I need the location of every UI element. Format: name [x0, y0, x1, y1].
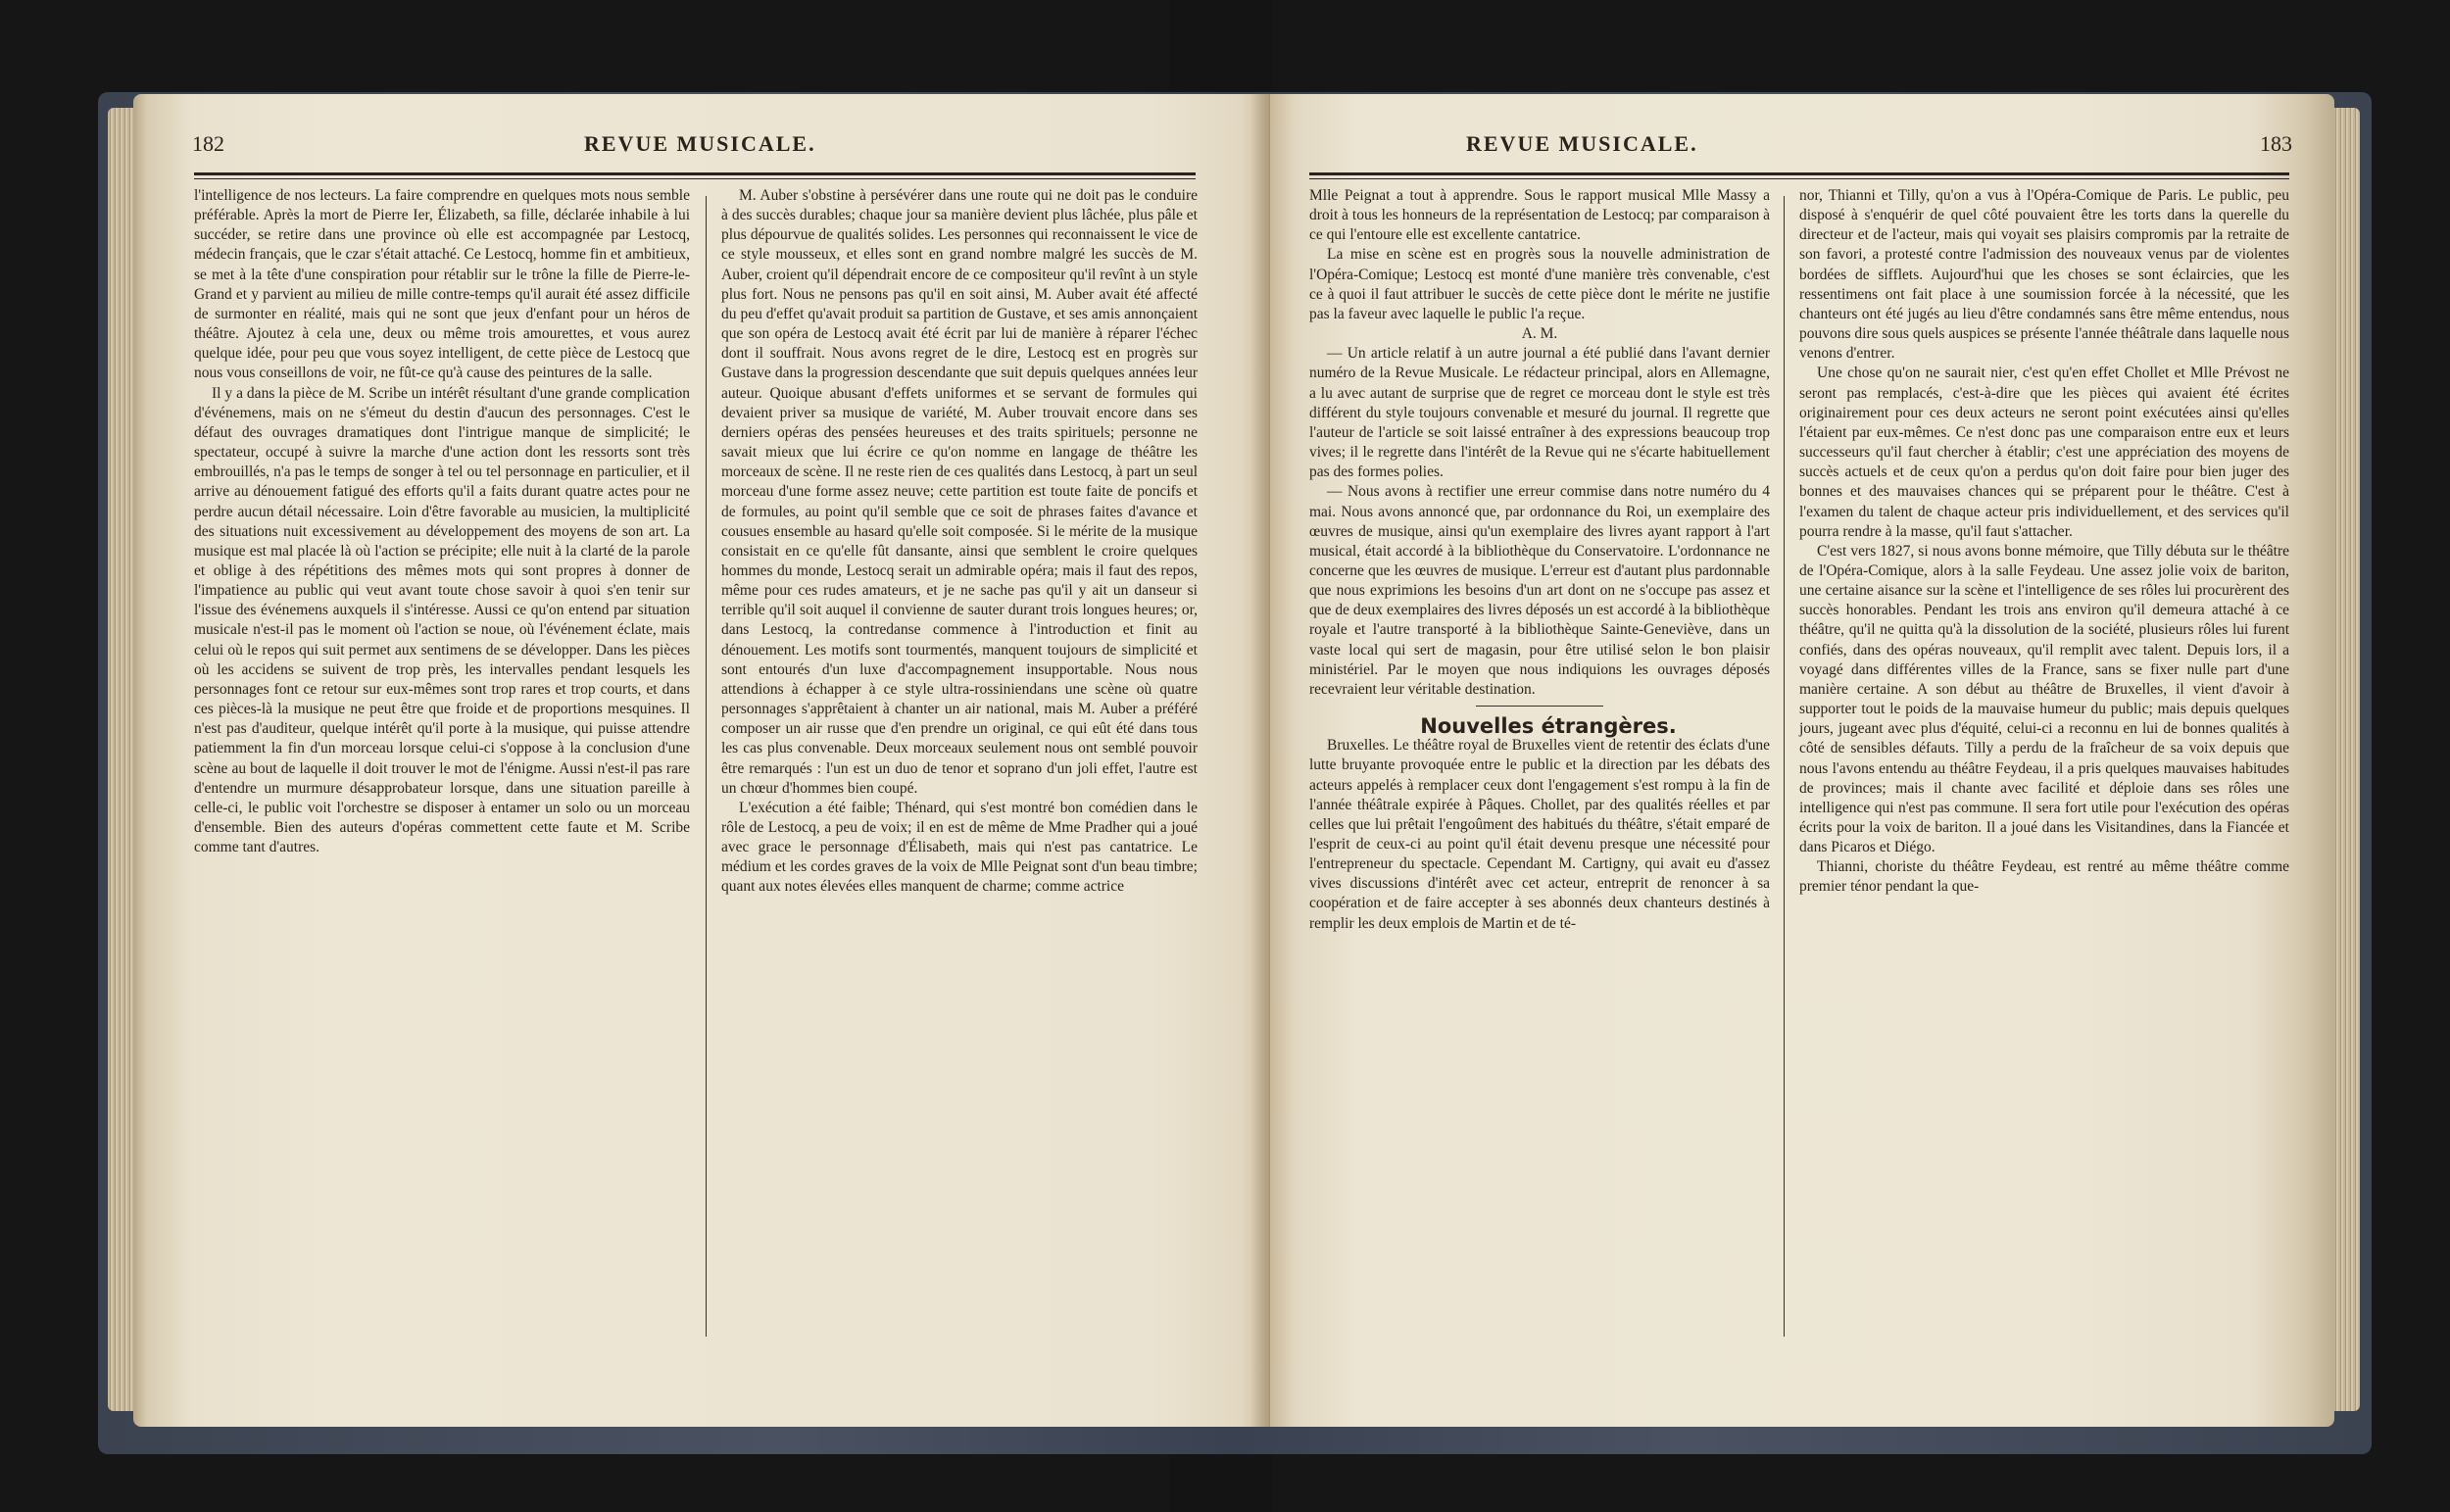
paragraph: Thianni, choriste du théâtre Feydeau, est rentré au même théâtre comme premier ténor pendant la que-	[1799, 858, 2289, 896]
right-page	[1270, 94, 2334, 1427]
page-number-right: 183	[2260, 131, 2292, 156]
paragraph: — Nous avons à rectifier une erreur commise dans notre numéro du 4 mai. Nous avons annoncé que, par ordonnance du Roi, un exemplaire des œuvres de musique, ainsi qu'un exemplaire des livres ayant rapport à l'art musical, était accordé à la bibliothèque du Conservatoire. L'ordonnance ne concerne que les œuvres de musique. L'erreur est d'autant plus pardonnable que nous exprimions les besoins d'un art dont on ne s'occupe pas assez et que de deux exemplaires des livres déposés un est accordé à la bibliothèque royale et l'autre transporté à la bibliothèque Sainte-Geneviève, dans un vaste local qui sert de magasin, pour être utilisé selon le bon plaisir ministériel. Par le moyen que nous indiquions les ouvrages déposés recevraient leur véritable destination.	[1309, 483, 1770, 698]
paragraph: Mlle Peignat a tout à apprendre. Sous le rapport musical Mlle Massy a droit à tous les honneurs de la représentation de Lestocq; par comparaison à ce qui l'entoure elle est excellente cantatrice.	[1309, 187, 1771, 244]
left-page-column-2	[721, 186, 1198, 898]
section-separator	[1476, 706, 1603, 707]
open-book	[98, 84, 2372, 1461]
right-page-column-2	[1799, 186, 2289, 898]
header-rule-right	[1309, 172, 2289, 175]
page-number-left: 182	[192, 131, 224, 156]
section-title: Nouvelles étrangères.	[1420, 714, 1677, 739]
paragraph: L'exécution a été faible; Thénard, qui s'est montré bon comédien dans le rôle de Lestocq, a peu de voix; il en est de même de Mme Pradher qui a joué avec grace le personnage d'Élisabeth, mais qui n'est pas cantatrice. Le médium et les cordes graves de la voix de Mlle Peignat sont d'un beau timbre; quant aux notes élevées elles manquent de charme; comme actrice	[721, 799, 1198, 896]
paragraph: — Un article relatif à un autre journal a été publié dans l'avant dernier numéro de la Revue Musicale. Le rédacteur principal, alors en Allemagne, a lu avec autant de surprise que de regret ce morceau dont le style est très différent du style toujours convenable et mesuré du journal. Il regrette que l'auteur de l'article se soit laissé entraîner à des expressions beaucoup trop vives; il le regrette dans l'intérêt de la Revue qui ne s'écarte habituellement pas des formes polies.	[1309, 345, 1770, 481]
left-page	[133, 94, 1270, 1427]
left-page-column-1	[194, 186, 690, 857]
paragraph: l'intelligence de nos lecteurs. La faire comprendre en quelques mots nous semble préférable. Après la mort de Pierre Ier, Élizabeth, sa fille, déclarée inhabile à lui succéder, se retire dans une province où elle est accompagnée par Lestocq, médecin français, que le czar s'était attaché. Ce Lestocq, homme fin et ambitieux, se met à la tête d'une conspiration pour rétablir sur le trône la fille de Pierre-le-Grand et y parvient au milieu de mille contre-temps qu'il aurait été assez difficile de surmonter en réalité, mais qui ne sont que jeux d'enfant pour un héros de théâtre. Ajoutez à cela une, deux ou même trois amourettes, et vous aurez quelque idée, pour peu que vous soyez intelligent, de cette pièce de Lestocq que nous vous conseillons de voir, ne fût-ce qu'à cause des peintures de la salle.	[194, 187, 690, 382]
paragraph: M. Auber s'obstine à persévérer dans une route qui ne doit pas le conduire à des succès durables; chaque jour sa manière devient plus lâchée, plus pâle et plus dépourvue de qualités solides. Les personnes qui reconnaissent le vice de ce style mousseux, et elles sont en grand nombre malgré les succès de M. Auber, croient qu'il dépendrait encore de ce compositeur qu'il revînt à un style plus fort. Nous ne pensons pas qu'il en soit ainsi, M. Auber avait été affecté du peu d'effet qu'avait produit sa partition de Gustave, et ses amis annonçaient que son opéra de Lestocq avait été écrit par lui de manière à réparer l'échec dont il souffrait. Nous avons regret de le dire, Lestocq est en progrès sur Gustave dans la progression descendante que suit depuis quelques années leur auteur. Quoique abusant d'effets uniformes et se servant de formules qui devaient priver sa musique de variété, M. Auber trouvait encore dans ses derniers opéras des pensées heureuses et des traits spirituels; personne ne savait mieux que lui écrire ce qu'on nomme en langage de théâtre les morceaux de scène. Il ne reste rien de ces qualités dans Lestocq, à part un seul morceau d'une forme assez neuve; cette partition est toute faite de poncifs et de formules, au point qu'il semble que ce soit de phrases faites d'avance et cousues ensemble au hasard qu'elle soit composée. Si le mérite de la musique consistait en ce qu'elle fût dansante, ainsi que semblent le croire quelques hommes du monde, Lestocq serait un admirable opéra; mais il faut des repos, même pour ces rudes amateurs, et je ne sache pas qu'il y ait un danseur si terrible qu'il soit auquel il convienne de sauter durant trois longues heures; or, dans Lestocq, la contredanse commence à l'introduction et finit au dénouement. Les motifs sont tourmentés, manquent toujours de simplicité et sont entourés d'un luxe d'accompagnement insupportable. Nous nous attendions à échapper à ce style ultra-rossiniendans une scène où quatre personnages s'apprêtaient à chanter un air national, mais M. Auber a préféré composer un air russe que d'en prendre un original, ce qui eût été dans tous les cas plus convenable. Deux morceaux seulement nous ont semblé pouvoir être remarqués : l'un est un duo de tenor et soprano d'un joli effet, l'autre est un chœur d'hommes bien coupé.	[721, 187, 1198, 797]
running-head-right: REVUE MUSICALE.	[1466, 131, 1698, 156]
running-head-left: REVUE MUSICALE.	[584, 131, 816, 156]
paragraph: C'est vers 1827, si nous avons bonne mémoire, que Tilly débuta sur le théâtre de l'Opéra-Comique, alors à la salle Feydeau. Une assez jolie voix de bariton, une certaine aisance sur la scène et l'intelligence de ses rôles lui procurèrent des succès honorables. Pendant les trois ans environ qu'il demeura attaché à ce théâtre, qu'il ne quitta qu'à la dissolution de la société, plusieurs rôles lui furent confiés, dans des opéras nouveaux, qu'il remplit avec talent. Depuis lors, il a voyagé dans différentes villes de la France, sans se fixer nulle part d'une manière certaine. A son début au théâtre de Bruxelles, il vient d'avoir à supporter tout le poids de la mauvaise humeur du public; mais depuis quelques jours, jugeant avec plus d'équité, celui-ci a reconnu en lui de bonnes qualités à côté de sensibles défauts. Tilly a perdu de la fraîcheur de sa voix depuis que nous l'avons entendu au théâtre Feydeau, il a pris quelques mauvaises habitudes de provinces; mais il chante avec facilité et déploie dans ses rôles une intelligence qui n'est pas commune. Il sera fort utile pour l'exécution des opéras écrits pour la voix de bariton. Il a joué dans les Visitandines, dans la Fiancée et dans Picaros et Diégo.	[1799, 542, 2289, 856]
header-rule-left-thin	[194, 178, 1196, 179]
paragraph: nor, Thianni et Tilly, qu'on a vus à l'Opéra-Comique de Paris. Le public, peu disposé à s'enquérir de quel côté pouvaient être les torts dans la querelle du directeur et de l'acteur, mais qui voyait ses plaisirs compromis par la retraite de son favori, a protesté contre l'admission des nouveaux venus par de violentes bordées de sifflets. Aujourd'hui que les choses se sont éclaircies, que les ressentimens ont fait place à une soumission forcée à la nécessité, que les chanteurs ont été jugés au lieu d'être condamnés sans être même entendus, nous pouvons dire sous quels auspices se présente l'année théâtrale dans laquelle nous venons d'entrer.	[1799, 187, 2289, 363]
header-rule-left	[194, 172, 1196, 175]
paragraph: Il y a dans la pièce de M. Scribe un intérêt résultant d'une grande complication d'événemens, mais on ne s'émeut du destin d'aucun des personnages. C'est le défaut des ouvrages dramatiques dont l'intrigue manque de simplicité; le spectateur, occupé à suivre la marche d'une action dont les ressorts sont très embrouillés, n'a pas le temps de songer à tel ou tel personnage en particulier, et il arrive au dénouement fatigué des efforts qu'il a faits durant quatre actes pour ne perdre aucun détail nécessaire. Loin d'être favorable au musicien, la multiplicité des situations nuit excessivement au développement des moyens de son art. La musique est mal placée là où l'action se précipite; elle nuit à la clarté de la parole et oblige à des répétitions des mêmes mots qui sont propres à donner de l'impatience au public qui veut avant toute chose savoir à quoi s'en tenir sur l'issue des événemens auxquels il s'intéresse. Aussi ce qu'on entend par situation musicale n'est-il pas le moment où l'action se noue, où l'événement éclate, mais celui où le repos qui suit permet aux sentimens de se développer. Dans les pièces où les accidens se suivent de trop près, les intervalles pendant lesquels les personnages font ce retour sur eux-mêmes sont trop rares et trop courts, et dans ces pièces-là la musique ne peut être que froide et de proportions mesquines. Il n'est pas d'auditeur, quelque intérêt qu'il porte à la musique, qui puisse attendre patiemment la fin d'un morceau lorsque celui-ci s'oppose à la conclusion d'une scène au bout de laquelle il doit trouver le mot de l'énigme. Aussi n'est-il pas rare d'entendre un murmure désapprobateur lorsque, dans une situation pareille à celle-ci, le public voit l'orchestre se disposer à entamer un solo ou un morceau d'ensemble. Bien des auteurs d'opéras commettent cette faute et M. Scribe comme tant d'autres.	[194, 384, 690, 856]
header-rule-right-thin	[1309, 178, 2289, 179]
column-divider-left	[706, 196, 707, 1337]
paragraph: Bruxelles. Le théâtre royal de Bruxelles vient de retentir des éclats d'une lutte bruyante provoquée entre le public et la direction par les débats des acteurs appelés à remplacer ceux dont l'engagement s'est rompu à la fin de l'année théâtrale expirée à Pâques. Chollet, par des qualités réelles et par celles que lui prêtait l'engoûment des habitués du théâtre, s'était emparé de l'esprit de ceux-ci au point qu'il était devenu presque une nécessité pour l'entrepreneur du spectacle. Cependant M. Cartigny, qui avait eu d'assez vives discussions d'intérêt avec cet acteur, entreprit de renoncer à sa coopération et de faire accepter à ses abonnés deux chanteurs destinés à remplir les deux emplois de Martin et de té-	[1309, 737, 1770, 932]
column-divider-right	[1784, 196, 1785, 1337]
paragraph: La mise en scène est en progrès sous la nouvelle administration de l'Opéra-Comique; Lestocq est monté d'une manière très convenable, c'est ce à quoi il faut attribuer le succès de cette pièce dont le mérite ne justifie pas la faveur avec laquelle le public l'a reçue.	[1309, 246, 1770, 322]
article-signature: A. M.	[1521, 325, 1558, 343]
right-page-column-1	[1309, 186, 1770, 934]
paragraph: Une chose qu'on ne saurait nier, c'est qu'en effet Chollet et Mlle Prévost ne seront pas remplacés, c'est-à-dire que les pièces qui avaient été écrites originairement pour ces deux acteurs ne seront point exécutées ainsi qu'elles l'étaient par eux-mêmes. Ce n'est donc pas une comparaison entre eux et leurs successeurs qu'il faut chercher à établir; c'est une appréciation des moyens de succès actuels et de ceux qu'on a perdus qu'on doit faire pour bien juger des bonnes et des mauvaises chances qui se préparent pour le théâtre. C'est à l'examen du talent de chaque acteur pris individuellement, et des services qu'il pourra rendre à la masse, qu'il faut s'attacher.	[1799, 365, 2289, 540]
